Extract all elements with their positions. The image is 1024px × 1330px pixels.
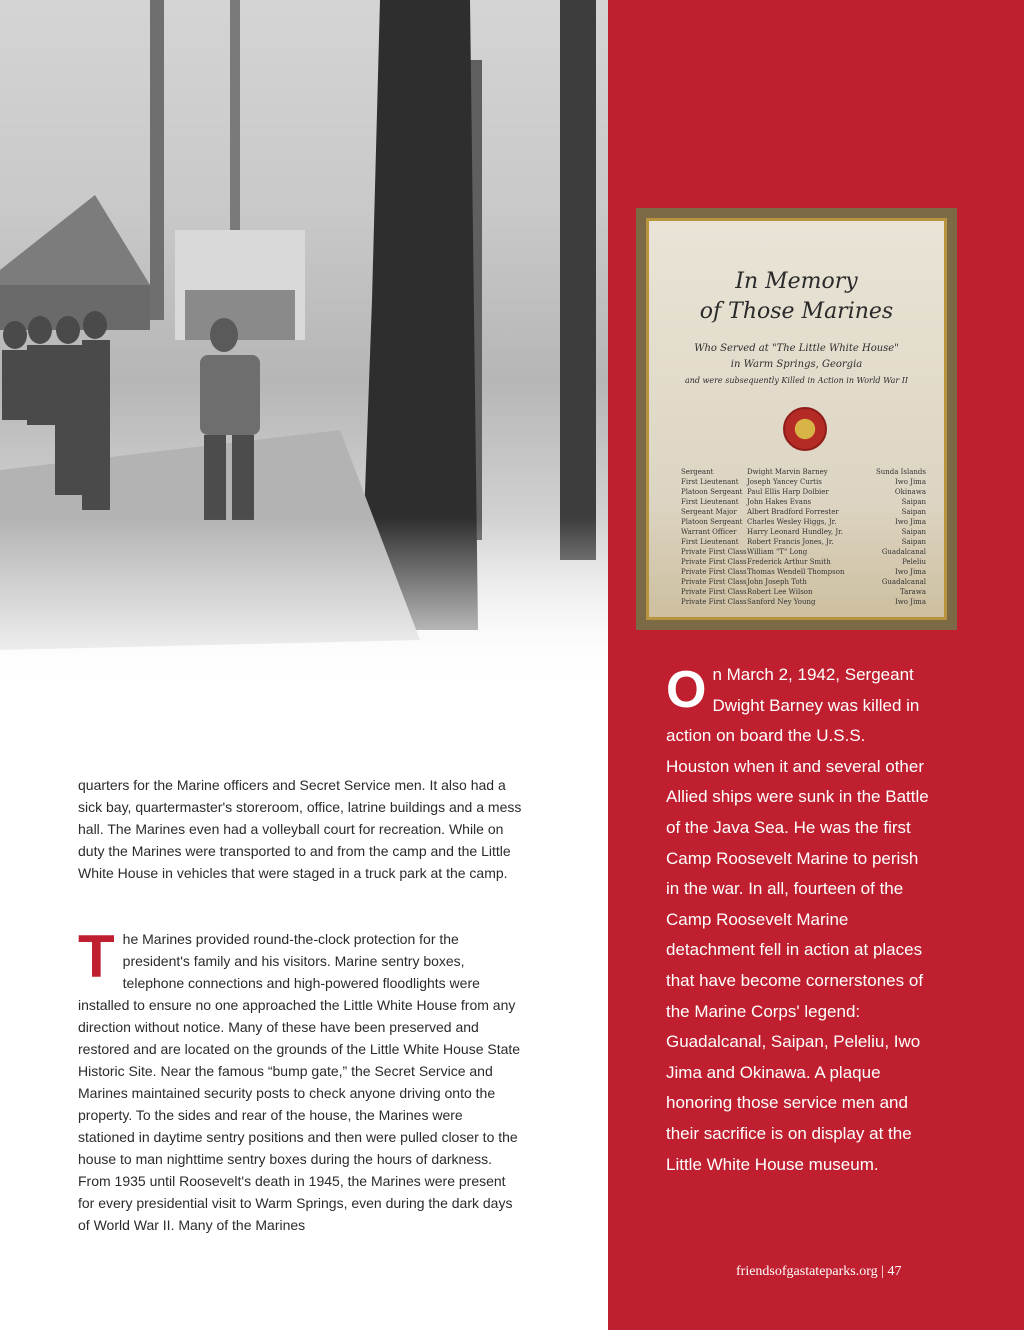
- plaque-face: [646, 218, 947, 620]
- plaque-title-line2: of Those Marines: [699, 299, 894, 324]
- article-paragraph-2-text: he Marines provided round-the-clock protection for the president's family and his visitors. Marine sentry boxes, telephone connections and high-powered floodlights were installed to ensure no one approached the Little White House from any direction without notice. Many of these have been preserved and restored and are located on the grounds of the Little White House State Historic Site. Near the famous “bump gate,” the Secret Service and Marines maintained security posts to check anyone driving onto the property. To the sides and rear of the house, the Marines were stationed in daytime sentry positions and then were pulled closer to the house to man nighttime sentry boxes during the hours of darkness. From 1935 until Roosevelt's death in 1945, the Marines were present for every presidential visit to Warm Springs, even during the dark days of World War II. Many of the Marines: [78, 931, 521, 1233]
- historic-marines-photo: [0, 0, 610, 690]
- photo-illustration: [0, 0, 610, 690]
- plaque-subtitle-line1: Who Served at "The Little White House": [694, 343, 899, 354]
- article-paragraph-1: quarters for the Marine officers and Secret Service men. It also had a sick bay, quartermaster's storeroom, office, latrine buildings and a mess hall. The Marines even had a volleyball court for recreation. While on duty the Marines were transported to and from the camp and the Little White House in vehicles that were staged in a truck park at the camp.: [78, 777, 522, 881]
- sidebar-story: [666, 660, 931, 1180]
- roster-row: Private First Class Sanford Ney Young Iwo Jima: [681, 598, 926, 606]
- sidebar-story-text: n March 2, 1942, Sergeant Dwight Barney was killed in action on board the U.S.S. Houston when it and several other Allied ships were sunk in the Battle of the Java Sea. He was the first Camp Roosevelt Marine to perish in the war. In all, fourteen of the Camp Roosevelt Marine detachment fell in action at places that have become cornerstones of the Marine Corps' legend: Guadalcanal, Saipan, Peleliu, Iwo Jima and Okinawa. A plaque honoring those service men and their sacrifice is on display at the Little White House museum.: [666, 665, 929, 1174]
- roster-row: Private First Class Frederick Arthur Smith Peleliu: [681, 558, 926, 566]
- plaque-title: [649, 267, 944, 327]
- plaque-roster: [681, 467, 926, 607]
- article-paragraph-2: [78, 923, 523, 1236]
- plaque-subtitle-line3: and were subsequently Killed in Action in World War II: [684, 376, 909, 385]
- roster-row: Private First Class John Joseph Toth Guadalcanal: [681, 578, 926, 586]
- roster-row: Private First Class William "T" Long Guadalcanal: [681, 548, 926, 556]
- roster-row: Platoon Sergeant Paul Ellis Harp Dolbier Okinawa: [681, 488, 926, 496]
- dropcap-letter: T: [78, 923, 115, 990]
- roster-row: First Lieutenant Joseph Yancey Curtis Iwo Jima: [681, 478, 926, 486]
- roster-row: First Lieutenant Robert Francis Jones, Jr. Saipan: [681, 538, 926, 546]
- plaque-subtitle: [649, 341, 944, 389]
- plaque-subtitle-line2: in Warm Springs, Georgia: [730, 359, 863, 370]
- memorial-plaque-photo: [636, 208, 957, 630]
- sidebar-dropcap-letter: O: [666, 661, 707, 719]
- roster-row: Sergeant Dwight Marvin Barney Sunda Islands: [681, 468, 926, 476]
- roster-row: Private First Class Robert Lee Wilson Tarawa: [681, 588, 926, 596]
- roster-row: Sergeant Major Albert Bradford Forrester Saipan: [681, 508, 926, 516]
- roster-row: Private First Class Thomas Wendell Thompson Iwo Jima: [681, 568, 926, 576]
- page-footer: friendsofgastateparks.org | 47: [736, 1264, 902, 1279]
- plaque-title-line1: In Memory: [735, 269, 858, 294]
- marine-corps-emblem-icon: [783, 407, 827, 451]
- roster-row: Warrant Officer Harry Leonard Hundley, Jr. Saipan: [681, 528, 926, 536]
- roster-row: Platoon Sergeant Charles Wesley Higgs, Jr. Iwo Jima: [681, 518, 926, 526]
- roster-row: First Lieutenant John Hakes Evans Saipan: [681, 498, 926, 506]
